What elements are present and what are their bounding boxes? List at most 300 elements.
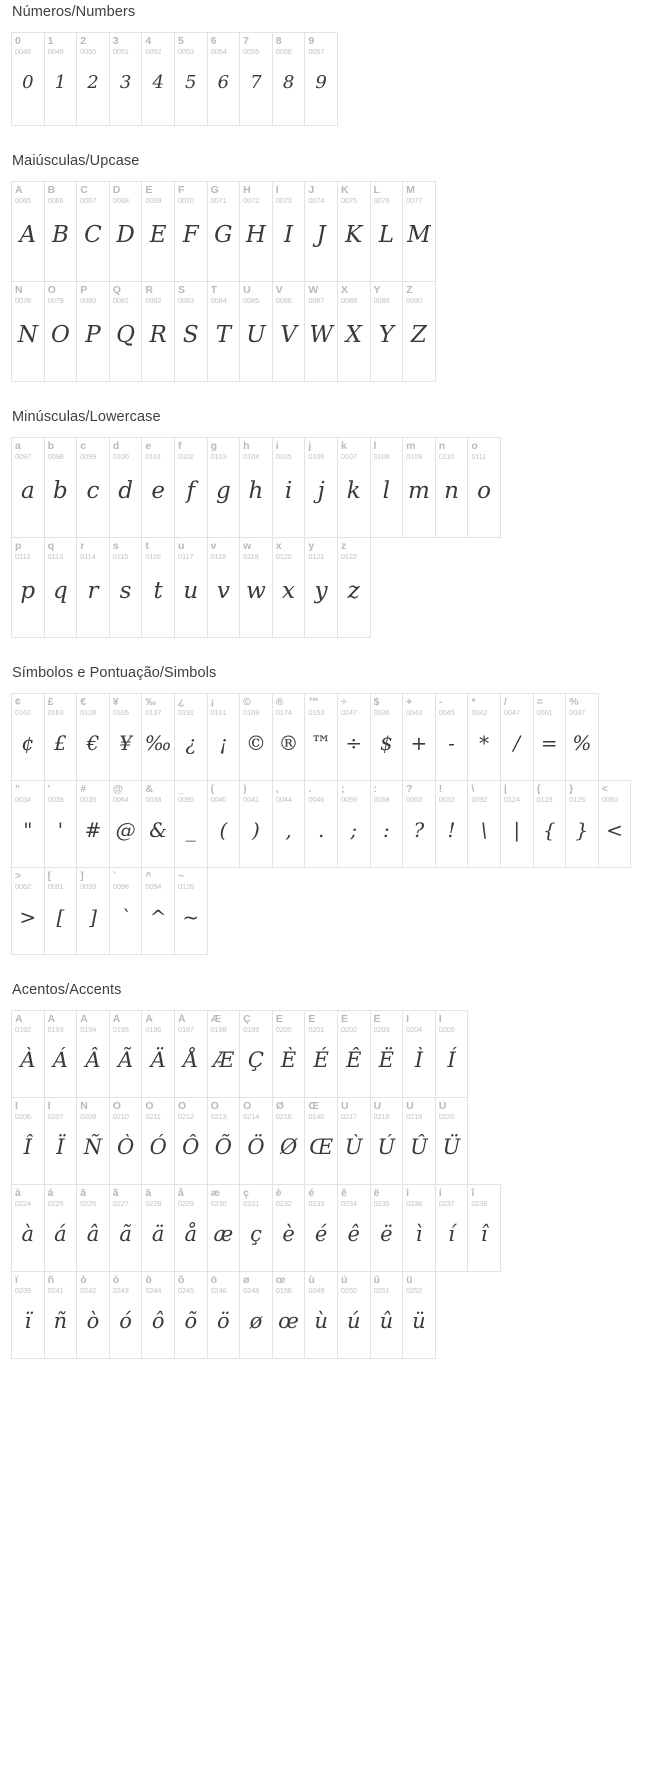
glyph-meta bbox=[240, 694, 272, 717]
glyph-cell[interactable] bbox=[402, 437, 436, 538]
glyph-preview: í bbox=[448, 1221, 455, 1246]
glyph-cell[interactable] bbox=[76, 693, 110, 781]
glyph-cell[interactable] bbox=[337, 693, 371, 781]
glyph-char-label: ÷ bbox=[340, 697, 347, 708]
glyph-cell[interactable] bbox=[239, 693, 273, 781]
glyph-char-label: ë bbox=[373, 1188, 380, 1199]
glyph-meta bbox=[338, 1011, 370, 1034]
glyph-char-label: { bbox=[536, 784, 541, 795]
glyph-cell[interactable] bbox=[370, 437, 404, 538]
glyph-char-code: 0165 bbox=[112, 708, 129, 717]
glyph-char-label: * bbox=[471, 697, 476, 708]
glyph-char-code: 0038 bbox=[145, 795, 162, 804]
glyph-cell[interactable] bbox=[207, 1271, 241, 1359]
glyph-meta bbox=[77, 1272, 109, 1295]
glyph-char-code: 0237 bbox=[438, 1199, 455, 1208]
glyph-cell[interactable] bbox=[174, 1184, 208, 1272]
glyph-cell[interactable] bbox=[239, 1010, 273, 1098]
glyph-preview: È bbox=[280, 1047, 297, 1072]
glyph-cell[interactable] bbox=[174, 693, 208, 781]
glyph-char-label: Ö bbox=[243, 1101, 252, 1112]
glyph-char-label: Ó bbox=[145, 1101, 154, 1112]
glyph-char-code: 0244 bbox=[145, 1286, 162, 1295]
glyph-cell[interactable] bbox=[174, 1010, 208, 1098]
glyph-cell[interactable] bbox=[44, 867, 78, 955]
glyph-char-code: 0045 bbox=[438, 708, 455, 717]
glyph-cell[interactable] bbox=[141, 867, 175, 955]
glyph-meta bbox=[77, 1185, 109, 1208]
glyph-char-code: 0252 bbox=[406, 1286, 423, 1295]
glyph-cell[interactable] bbox=[11, 693, 45, 781]
glyph-cell[interactable] bbox=[11, 867, 45, 955]
glyph-char-code: 0094 bbox=[145, 882, 162, 891]
glyph-cell[interactable] bbox=[174, 1271, 208, 1359]
glyph-cell[interactable] bbox=[402, 1097, 436, 1185]
glyph-preview: £ bbox=[54, 731, 67, 756]
glyph-cell[interactable] bbox=[174, 32, 208, 126]
glyph-cell[interactable] bbox=[304, 32, 338, 126]
glyph-preview: 1 bbox=[54, 72, 67, 94]
glyph-meta bbox=[45, 1272, 77, 1295]
glyph-char-label: ? bbox=[406, 784, 413, 795]
glyph-cell[interactable] bbox=[174, 281, 208, 382]
glyph-char-label: À bbox=[15, 1014, 23, 1025]
glyph-preview: \ bbox=[480, 818, 488, 843]
glyph-preview: ÷ bbox=[345, 731, 363, 756]
glyph-char-label: ú bbox=[340, 1275, 348, 1286]
glyph-meta bbox=[403, 1272, 435, 1295]
glyph-cell[interactable] bbox=[44, 693, 78, 781]
glyph-cell[interactable] bbox=[239, 537, 273, 638]
glyph-preview: ; bbox=[350, 818, 358, 843]
glyph-cell[interactable] bbox=[44, 181, 78, 282]
glyph-cell[interactable] bbox=[76, 537, 110, 638]
glyph-cell[interactable] bbox=[44, 437, 78, 538]
glyph-cell[interactable] bbox=[109, 32, 143, 126]
glyph-cell[interactable] bbox=[565, 693, 599, 781]
glyph-cell[interactable] bbox=[370, 1184, 404, 1272]
glyph-cell[interactable] bbox=[435, 780, 469, 868]
glyph-cell[interactable] bbox=[109, 537, 143, 638]
glyph-cell[interactable] bbox=[304, 780, 338, 868]
glyph-cell[interactable] bbox=[76, 1271, 110, 1359]
glyph-cell[interactable] bbox=[109, 437, 143, 538]
glyph-meta bbox=[142, 538, 174, 561]
glyph-cell[interactable] bbox=[207, 437, 241, 538]
glyph-cell[interactable] bbox=[337, 537, 371, 638]
glyph-cell[interactable] bbox=[141, 693, 175, 781]
glyph-cell[interactable] bbox=[435, 1184, 469, 1272]
glyph-cell[interactable] bbox=[141, 437, 175, 538]
glyph-char-code: 0064 bbox=[112, 795, 129, 804]
glyph-cell[interactable] bbox=[402, 1184, 436, 1272]
glyph-cell[interactable] bbox=[44, 1010, 78, 1098]
section-accents bbox=[0, 982, 661, 1376]
glyph-meta bbox=[305, 33, 337, 56]
glyph-char-code: 0163 bbox=[47, 708, 64, 717]
glyph-cell[interactable] bbox=[370, 181, 404, 282]
glyph-cell[interactable] bbox=[370, 1010, 404, 1098]
glyph-cell[interactable] bbox=[272, 537, 306, 638]
glyph-meta bbox=[45, 438, 77, 461]
glyph-cell[interactable] bbox=[11, 780, 45, 868]
glyph-cell[interactable] bbox=[337, 1271, 371, 1359]
glyph-preview: e bbox=[151, 478, 165, 505]
glyph-cell[interactable] bbox=[174, 437, 208, 538]
glyph-cell[interactable] bbox=[109, 1184, 143, 1272]
glyph-preview: m bbox=[408, 478, 430, 505]
glyph-cell[interactable] bbox=[533, 693, 567, 781]
glyph-cell[interactable] bbox=[11, 32, 45, 126]
glyph-cell[interactable] bbox=[239, 1097, 273, 1185]
glyph-char-code: 0062 bbox=[15, 882, 31, 891]
glyph-preview: F bbox=[182, 222, 199, 249]
glyph-cell[interactable] bbox=[402, 693, 436, 781]
glyph-cell[interactable] bbox=[402, 780, 436, 868]
glyph-cell[interactable] bbox=[109, 780, 143, 868]
glyph-cell[interactable] bbox=[109, 693, 143, 781]
glyph-cell[interactable] bbox=[109, 867, 143, 955]
glyph-preview: Ú bbox=[377, 1134, 396, 1159]
glyph-cell[interactable] bbox=[141, 281, 175, 382]
glyph-cell[interactable] bbox=[598, 780, 632, 868]
glyph-char-label: 9 bbox=[308, 36, 315, 47]
glyph-cell[interactable] bbox=[370, 693, 404, 781]
glyph-char-label: V bbox=[275, 285, 283, 296]
glyph-char-label: Ô bbox=[177, 1101, 187, 1112]
glyph-cell[interactable] bbox=[467, 437, 501, 538]
glyph-cell[interactable] bbox=[370, 1097, 404, 1185]
glyph-preview: ä bbox=[151, 1221, 165, 1246]
glyph-cell[interactable] bbox=[207, 693, 241, 781]
glyph-preview: t bbox=[153, 578, 163, 605]
glyph-cell[interactable] bbox=[533, 780, 567, 868]
glyph-cell[interactable] bbox=[11, 1184, 45, 1272]
glyph-cell[interactable] bbox=[239, 1184, 273, 1272]
glyph-preview: X bbox=[345, 322, 362, 349]
glyph-meta bbox=[77, 781, 109, 804]
glyph-char-label: L bbox=[373, 185, 380, 196]
glyph-meta bbox=[77, 1098, 109, 1121]
glyph-char-code: 0225 bbox=[47, 1199, 64, 1208]
glyph-cell[interactable] bbox=[304, 1097, 338, 1185]
glyph-cell[interactable] bbox=[207, 537, 241, 638]
glyph-cell[interactable] bbox=[174, 181, 208, 282]
glyph-meta bbox=[371, 1098, 403, 1121]
glyph-cell[interactable] bbox=[76, 867, 110, 955]
section-spacer bbox=[0, 954, 661, 972]
glyph-cell[interactable] bbox=[239, 32, 273, 126]
glyph-char-code: 0093 bbox=[80, 882, 97, 891]
glyph-cell[interactable] bbox=[304, 1184, 338, 1272]
glyph-cell[interactable] bbox=[109, 1097, 143, 1185]
glyph-cell[interactable] bbox=[76, 780, 110, 868]
glyph-cell[interactable] bbox=[44, 1184, 78, 1272]
glyph-meta bbox=[45, 868, 77, 891]
glyph-cell[interactable] bbox=[435, 1010, 469, 1098]
glyph-row bbox=[11, 867, 651, 954]
glyph-cell[interactable] bbox=[304, 537, 338, 638]
glyph-cell[interactable] bbox=[304, 693, 338, 781]
glyph-cell[interactable] bbox=[207, 1097, 241, 1185]
glyph-char-label: p bbox=[15, 541, 22, 552]
glyph-char-code: 0169 bbox=[243, 708, 260, 717]
glyph-meta bbox=[403, 694, 435, 717]
glyph-meta bbox=[305, 694, 337, 717]
glyph-char-label: g bbox=[210, 441, 217, 452]
glyph-preview: S bbox=[182, 322, 199, 349]
glyph-cell[interactable] bbox=[435, 1097, 469, 1185]
glyph-preview: 8 bbox=[282, 72, 295, 94]
glyph-cell[interactable] bbox=[44, 537, 78, 638]
glyph-meta bbox=[12, 781, 44, 804]
glyph-cell[interactable] bbox=[304, 1010, 338, 1098]
glyph-meta bbox=[208, 282, 240, 305]
glyph-cell[interactable] bbox=[239, 1271, 273, 1359]
glyph-char-label: Ø bbox=[275, 1101, 284, 1112]
glyph-cell[interactable] bbox=[239, 181, 273, 282]
glyph-preview: Q bbox=[116, 322, 135, 349]
glyph-cell[interactable] bbox=[272, 437, 306, 538]
glyph-cell[interactable] bbox=[76, 437, 110, 538]
glyph-char-code: 0039 bbox=[47, 795, 64, 804]
glyph-cell[interactable] bbox=[337, 281, 371, 382]
glyph-cell[interactable] bbox=[174, 537, 208, 638]
glyph-cell[interactable] bbox=[11, 281, 45, 382]
glyph-cell[interactable] bbox=[435, 693, 469, 781]
glyph-meta bbox=[45, 538, 77, 561]
glyph-cell[interactable] bbox=[11, 181, 45, 282]
glyph-char-code: 0079 bbox=[47, 296, 64, 305]
glyph-cell[interactable] bbox=[11, 437, 45, 538]
glyph-char-label: z bbox=[340, 541, 347, 552]
glyph-cell[interactable] bbox=[467, 693, 501, 781]
glyph-char-code: 0117 bbox=[177, 552, 194, 561]
glyph-char-label: y bbox=[308, 541, 315, 552]
glyph-cell[interactable] bbox=[11, 1010, 45, 1098]
glyph-preview: © bbox=[245, 731, 266, 756]
glyph-char-code: 0214 bbox=[243, 1112, 260, 1121]
glyph-cell[interactable] bbox=[174, 780, 208, 868]
glyph-cell[interactable] bbox=[239, 780, 273, 868]
glyph-cell[interactable] bbox=[370, 281, 404, 382]
glyph-preview: $ bbox=[379, 731, 393, 756]
glyph-cell[interactable] bbox=[11, 1271, 45, 1359]
glyph-char-code: 0216 bbox=[275, 1112, 292, 1121]
glyph-meta bbox=[208, 538, 240, 561]
glyph-cell[interactable] bbox=[272, 181, 306, 282]
glyph-preview: b bbox=[53, 478, 68, 505]
glyph-char-label: ~ bbox=[177, 871, 185, 882]
glyph-meta bbox=[142, 182, 174, 205]
glyph-preview: H bbox=[245, 222, 266, 249]
glyph-cell[interactable] bbox=[109, 181, 143, 282]
glyph-char-code: 0081 bbox=[112, 296, 129, 305]
glyph-preview: ì bbox=[415, 1221, 423, 1246]
glyph-cell[interactable] bbox=[337, 437, 371, 538]
glyph-cell[interactable] bbox=[500, 693, 534, 781]
glyph-cell[interactable] bbox=[44, 780, 78, 868]
glyph-cell[interactable] bbox=[272, 32, 306, 126]
glyph-char-code: 0065 bbox=[15, 196, 31, 205]
glyph-char-code: 0109 bbox=[406, 452, 423, 461]
glyph-meta bbox=[175, 182, 207, 205]
glyph-cell[interactable] bbox=[402, 1010, 436, 1098]
glyph-char-code: 0192 bbox=[15, 1025, 31, 1034]
glyph-cell[interactable] bbox=[141, 1184, 175, 1272]
glyph-cell[interactable] bbox=[141, 1271, 175, 1359]
glyph-char-code: 0051 bbox=[112, 47, 129, 56]
glyph-cell[interactable] bbox=[207, 181, 241, 282]
glyph-meta bbox=[273, 1011, 305, 1034]
glyph-cell[interactable] bbox=[76, 1097, 110, 1185]
glyph-cell[interactable] bbox=[44, 281, 78, 382]
glyph-cell[interactable] bbox=[272, 1271, 306, 1359]
glyph-cell[interactable] bbox=[304, 1271, 338, 1359]
glyph-char-label: = bbox=[536, 697, 543, 708]
glyph-cell[interactable] bbox=[11, 537, 45, 638]
glyph-meta bbox=[273, 694, 305, 717]
glyph-char-label: Ù bbox=[340, 1101, 349, 1112]
glyph-cell[interactable] bbox=[337, 1184, 371, 1272]
glyph-cell[interactable] bbox=[239, 437, 273, 538]
glyph-preview: f bbox=[186, 478, 196, 505]
glyph-row bbox=[11, 1271, 651, 1358]
glyph-preview: . bbox=[317, 818, 325, 843]
glyph-meta bbox=[142, 1272, 174, 1295]
glyph-char-label: l bbox=[373, 441, 377, 452]
glyph-cell[interactable] bbox=[467, 1184, 501, 1272]
glyph-cell[interactable] bbox=[174, 867, 208, 955]
glyph-char-code: 0096 bbox=[112, 882, 129, 891]
glyph-char-code: 0100 bbox=[112, 452, 129, 461]
glyph-char-code: 0174 bbox=[275, 708, 292, 717]
glyph-char-code: 0239 bbox=[15, 1286, 31, 1295]
glyph-meta bbox=[110, 781, 142, 804]
glyph-cell[interactable] bbox=[402, 1271, 436, 1359]
glyph-char-label: ï bbox=[15, 1275, 18, 1286]
glyph-cell[interactable] bbox=[141, 1010, 175, 1098]
glyph-char-code: 0245 bbox=[177, 1286, 194, 1295]
glyph-cell[interactable] bbox=[272, 780, 306, 868]
glyph-meta bbox=[175, 538, 207, 561]
glyph-char-code: 0048 bbox=[15, 47, 31, 56]
glyph-cell[interactable] bbox=[207, 780, 241, 868]
glyph-meta bbox=[142, 868, 174, 891]
glyph-meta bbox=[175, 1272, 207, 1295]
glyph-char-code: 0061 bbox=[536, 708, 553, 717]
glyph-cell[interactable] bbox=[76, 281, 110, 382]
glyph-cell[interactable] bbox=[174, 1097, 208, 1185]
glyph-char-label: Æ bbox=[210, 1014, 222, 1025]
glyph-meta bbox=[45, 33, 77, 56]
glyph-char-label: œ bbox=[275, 1275, 286, 1286]
glyph-meta bbox=[208, 1098, 240, 1121]
glyph-cell[interactable] bbox=[565, 780, 599, 868]
glyph-char-code: 0125 bbox=[569, 795, 585, 804]
glyph-cell[interactable] bbox=[402, 281, 436, 382]
glyph-cell[interactable] bbox=[402, 181, 436, 282]
glyph-cell[interactable] bbox=[76, 32, 110, 126]
glyph-cell[interactable] bbox=[370, 1271, 404, 1359]
glyph-char-code: 0161 bbox=[210, 708, 227, 717]
glyph-cell[interactable] bbox=[304, 437, 338, 538]
glyph-char-label: N bbox=[15, 285, 23, 296]
glyph-cell[interactable] bbox=[337, 780, 371, 868]
glyph-cell[interactable] bbox=[44, 32, 78, 126]
glyph-cell[interactable] bbox=[304, 281, 338, 382]
glyph-char-label: ¢ bbox=[15, 697, 21, 708]
glyph-cell[interactable] bbox=[435, 437, 469, 538]
glyph-cell[interactable] bbox=[141, 780, 175, 868]
glyph-char-label: D bbox=[112, 185, 121, 196]
glyph-preview: 2 bbox=[87, 72, 99, 94]
glyph-char-label: í bbox=[438, 1188, 442, 1199]
glyph-cell[interactable] bbox=[337, 1097, 371, 1185]
glyph-char-code: 0249 bbox=[308, 1286, 325, 1295]
glyph-cell[interactable] bbox=[467, 780, 501, 868]
glyph-cell[interactable] bbox=[109, 1010, 143, 1098]
glyph-char-code: 0120 bbox=[275, 552, 292, 561]
glyph-cell[interactable] bbox=[141, 537, 175, 638]
glyph-char-code: 0247 bbox=[340, 708, 357, 717]
glyph-cell[interactable] bbox=[207, 1184, 241, 1272]
glyph-meta bbox=[77, 868, 109, 891]
glyph-meta bbox=[142, 1011, 174, 1034]
glyph-cell[interactable] bbox=[272, 1184, 306, 1272]
glyph-preview: ) bbox=[252, 818, 260, 843]
glyph-char-label: [ bbox=[47, 871, 52, 882]
glyph-cell[interactable] bbox=[272, 1097, 306, 1185]
glyph-cell[interactable] bbox=[76, 181, 110, 282]
glyph-preview: 3 bbox=[119, 72, 132, 94]
glyph-char-code: 0202 bbox=[340, 1025, 357, 1034]
glyph-cell[interactable] bbox=[109, 281, 143, 382]
glyph-cell[interactable] bbox=[500, 780, 534, 868]
glyph-cell[interactable] bbox=[337, 1010, 371, 1098]
glyph-char-label: Ä bbox=[145, 1014, 153, 1025]
glyph-cell[interactable] bbox=[76, 1184, 110, 1272]
glyph-meta bbox=[403, 282, 435, 305]
glyph-cell[interactable] bbox=[76, 1010, 110, 1098]
glyph-cell[interactable] bbox=[141, 32, 175, 126]
glyph-meta bbox=[208, 33, 240, 56]
glyph-cell[interactable] bbox=[109, 1271, 143, 1359]
glyph-cell[interactable] bbox=[337, 181, 371, 282]
glyph-cell[interactable] bbox=[207, 32, 241, 126]
glyph-cell[interactable] bbox=[141, 181, 175, 282]
glyph-cell[interactable] bbox=[207, 1010, 241, 1098]
glyph-cell[interactable] bbox=[239, 281, 273, 382]
glyph-cell[interactable] bbox=[207, 281, 241, 382]
glyph-char-label: ü bbox=[406, 1275, 413, 1286]
glyph-preview: n bbox=[444, 478, 459, 505]
glyph-cell[interactable] bbox=[11, 1097, 45, 1185]
glyph-cell[interactable] bbox=[272, 1010, 306, 1098]
glyph-char-code: 0114 bbox=[80, 552, 96, 561]
glyph-cell[interactable] bbox=[141, 1097, 175, 1185]
glyph-cell[interactable] bbox=[370, 780, 404, 868]
glyph-cell[interactable] bbox=[304, 181, 338, 282]
glyph-cell[interactable] bbox=[272, 693, 306, 781]
glyph-preview: à bbox=[21, 1221, 35, 1246]
glyph-char-code: 0068 bbox=[112, 196, 129, 205]
glyph-cell[interactable] bbox=[44, 1097, 78, 1185]
glyph-cell[interactable] bbox=[44, 1271, 78, 1359]
glyph-cell[interactable] bbox=[272, 281, 306, 382]
glyph-char-label: ¥ bbox=[112, 697, 119, 708]
glyph-preview: ø bbox=[249, 1308, 263, 1333]
